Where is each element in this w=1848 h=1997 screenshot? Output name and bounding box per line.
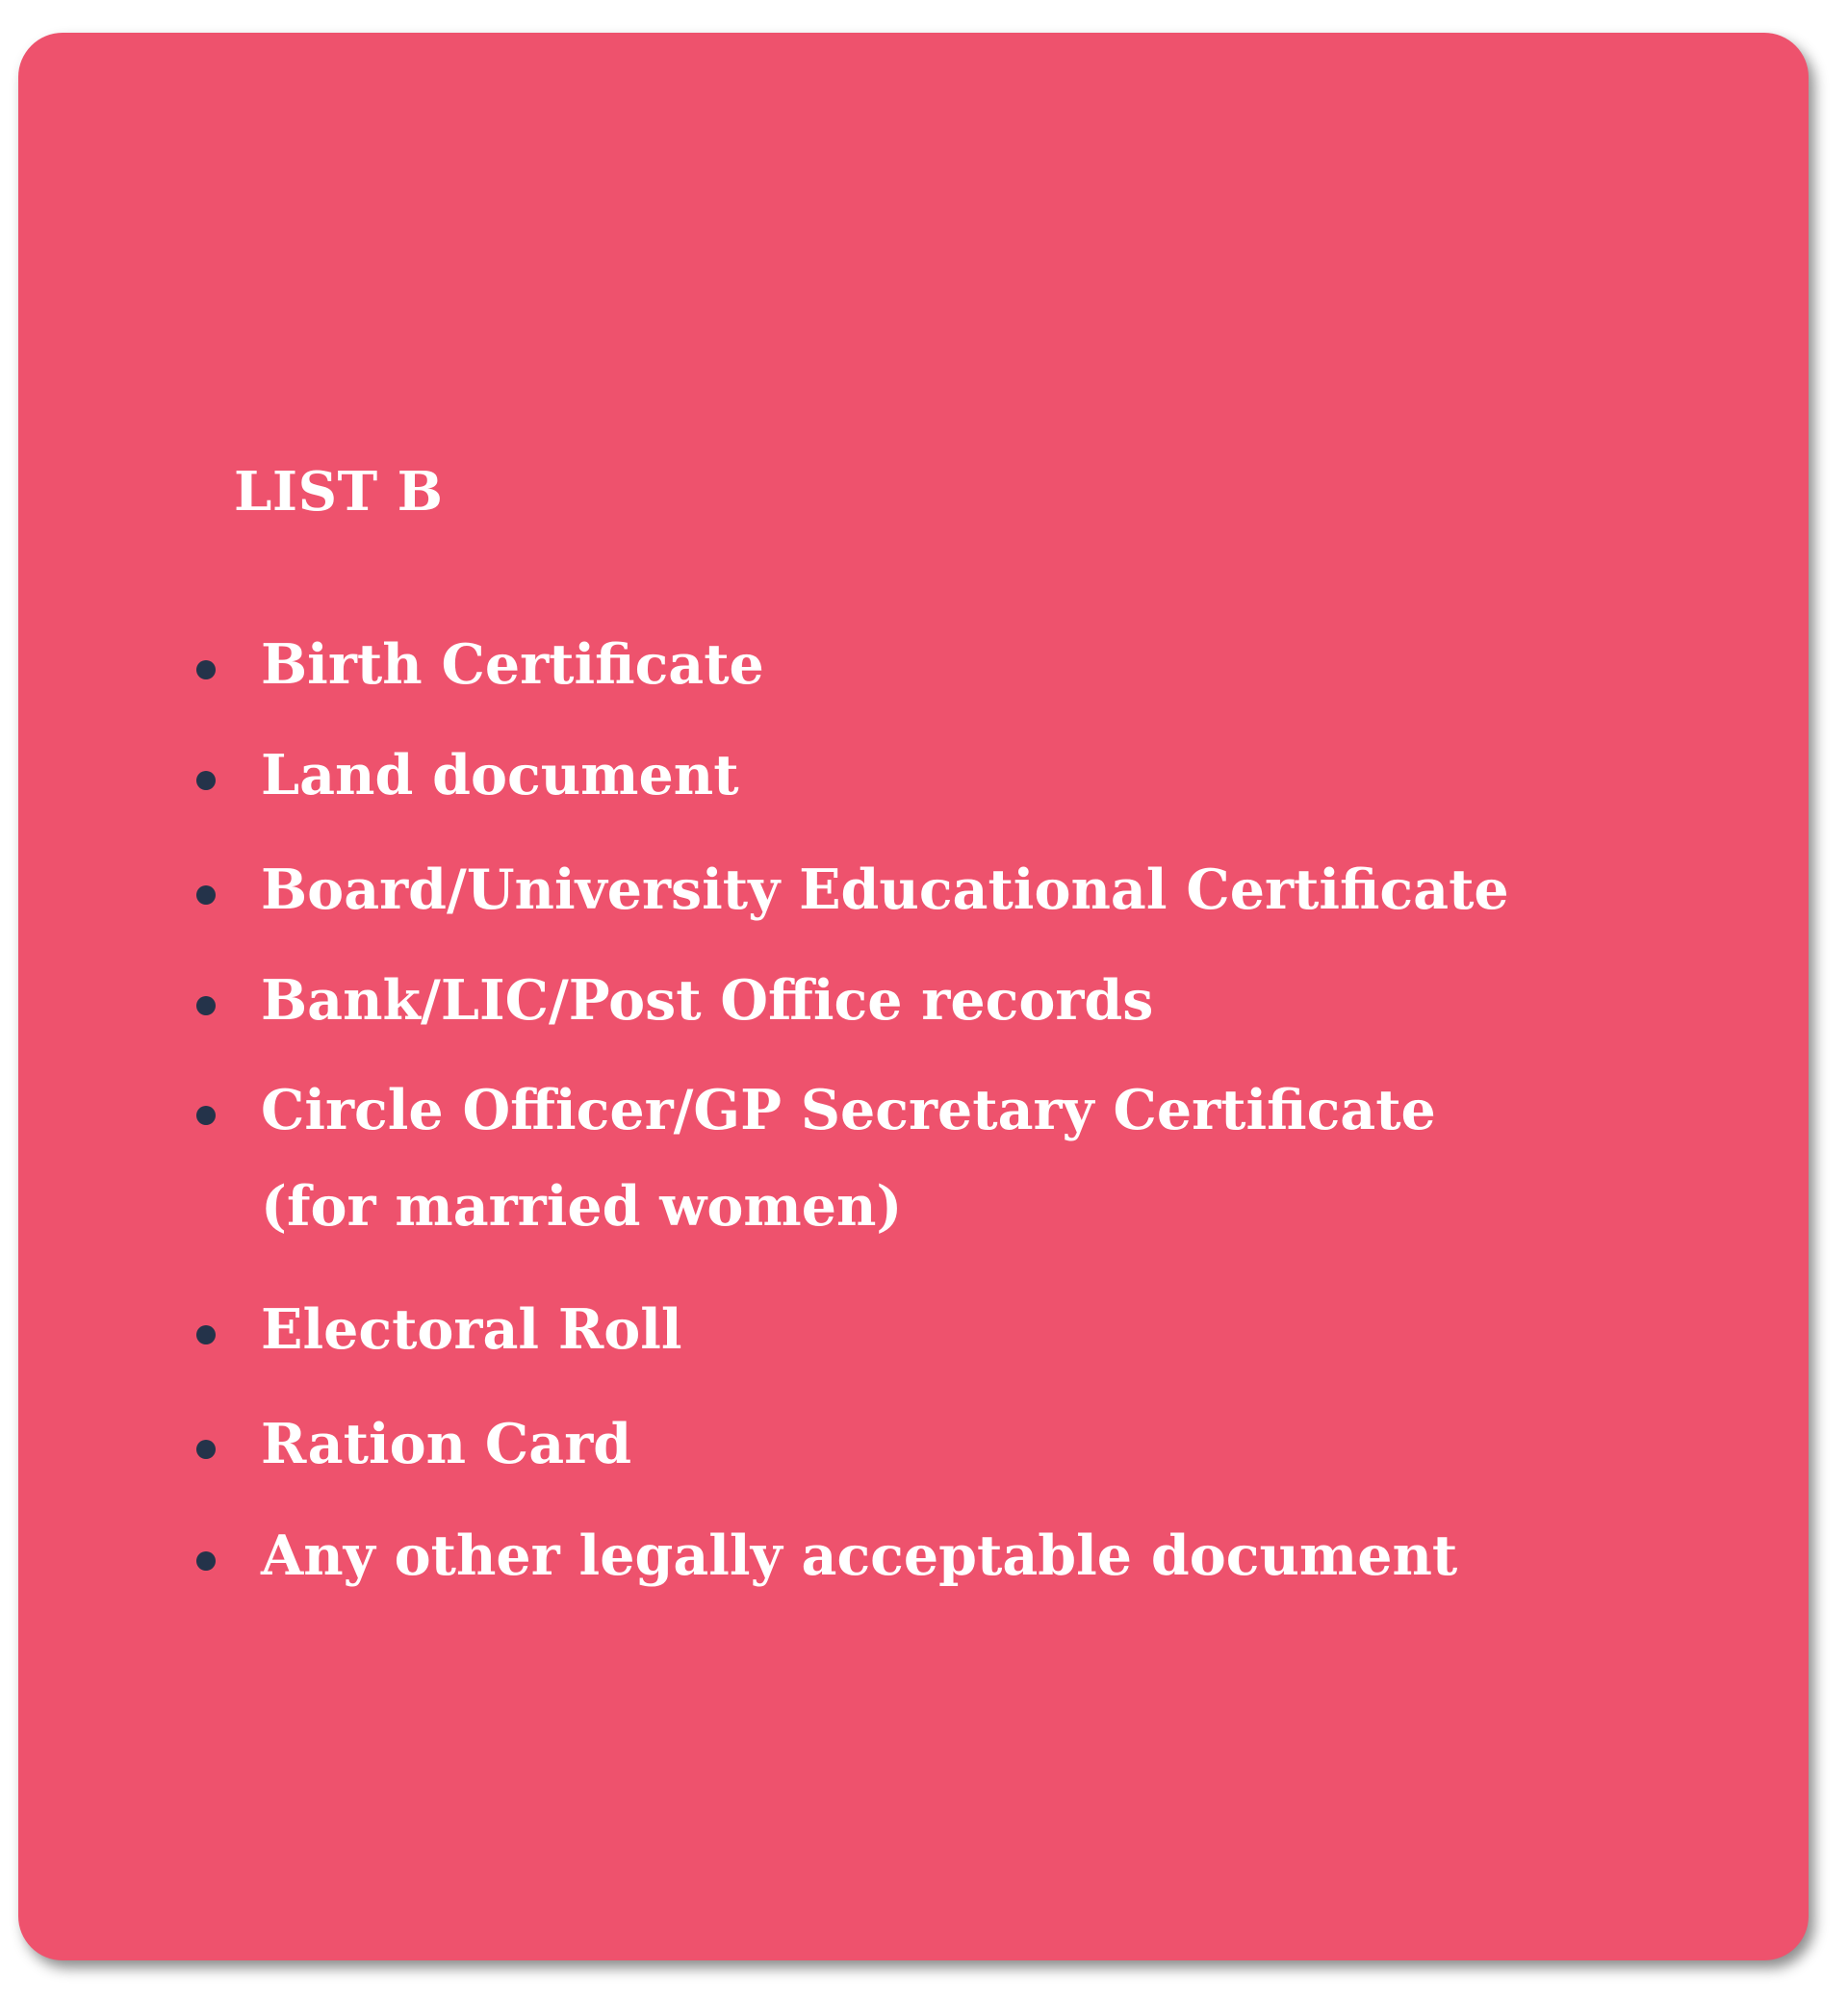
bullet-icon — [196, 885, 216, 905]
list-item-label: Bank/LIC/Post Office records — [261, 968, 1154, 1033]
bullet-icon — [196, 771, 216, 790]
list-title: LIST B — [234, 460, 444, 524]
bullet-icon — [196, 1325, 216, 1344]
list-item-label: Any other legally acceptable document — [261, 1523, 1458, 1588]
bullet-icon — [196, 660, 216, 679]
bullet-icon — [196, 1106, 216, 1125]
list-item-label-line2: (for married women) — [261, 1174, 903, 1239]
bullet-icon — [196, 1551, 216, 1571]
list-item-label: Ration Card — [261, 1412, 632, 1476]
list-item-label — [261, 1063, 1464, 1255]
bullet-icon — [196, 996, 216, 1015]
list-b-card — [18, 33, 1809, 1960]
list-item-label: Board/University Educational Certificate — [261, 858, 1509, 922]
list-item-label-line1: Circle Officer/GP Secretary Certificate — [261, 1078, 1436, 1142]
bullet-icon — [196, 1440, 216, 1459]
list-item-label: Electoral Roll — [261, 1297, 682, 1362]
list-item-label: Birth Certificate — [261, 632, 764, 697]
list-item-label: Land document — [261, 743, 739, 807]
